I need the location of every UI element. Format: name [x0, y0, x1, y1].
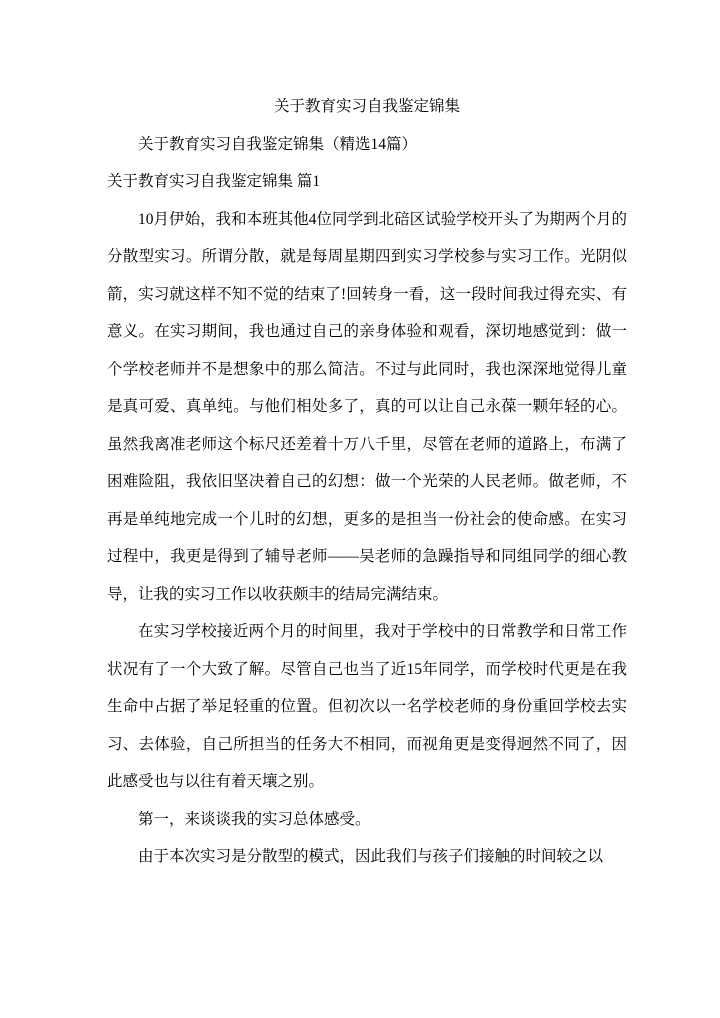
paragraph: 由于本次实习是分散型的模式，因此我们与孩子们接触的时间较之以 — [138, 848, 604, 865]
document-subtitle: 关于教育实习自我鉴定锦集（精选14篇） — [138, 135, 418, 153]
paragraph: 第一，来谈谈我的实习总体感受。 — [138, 810, 371, 828]
paragraph: 在实习学校接近两个月的时间里，我对于学校中的日常教学和日常工作状况有了一个大致了解。尽管自己也当了近15年同学，而学校时代更是在我生命中占据了举足轻重的位置。但初次以一名学校老师的身份重回学校去实习、去体验，自己所担当的任务大不相同，而视角更是变得迥然不同了，因此感受也与以往有着天壤之别。 — [107, 623, 627, 790]
paragraph: 10月伊始，我和本班其他4位同学到北碚区试验学校开头了为期两个月的分散型实习。所谓分散，就是每周星期四到实习学校参与实习工作。光阴似箭，实习就这样不知不觉的结束了!回转身一看，这一段时间我过得充实、有意义。在实习期间，我也通过自己的亲身体验和观看，深切地感觉到：做一个学校老师并不是想象中的那么简洁。不过与此同时，我也深深地觉得儿童是真可爱、真单纯。与他们相处多了，真的可以让自己永葆一颗年轻的心。虽然我离准老师这个标尺还差着十万八千里，尽管在老师的道路上，布满了困难险阻，我依旧坚决着自己的幻想：做一个光荣的人民老师。做老师，不再是单纯地完成一个儿时的幻想，更多的是担当一份社会的使命感。在实习过程中，我更是得到了辅导老师——吴老师的急躁指导和同组同学的细心教导，让我的实习工作以收获颇丰的结局完满结束。 — [107, 210, 627, 603]
document-title: 关于教育实习自我鉴定锦集 — [273, 98, 460, 115]
section-heading: 关于教育实习自我鉴定锦集 篇1 — [107, 173, 321, 190]
